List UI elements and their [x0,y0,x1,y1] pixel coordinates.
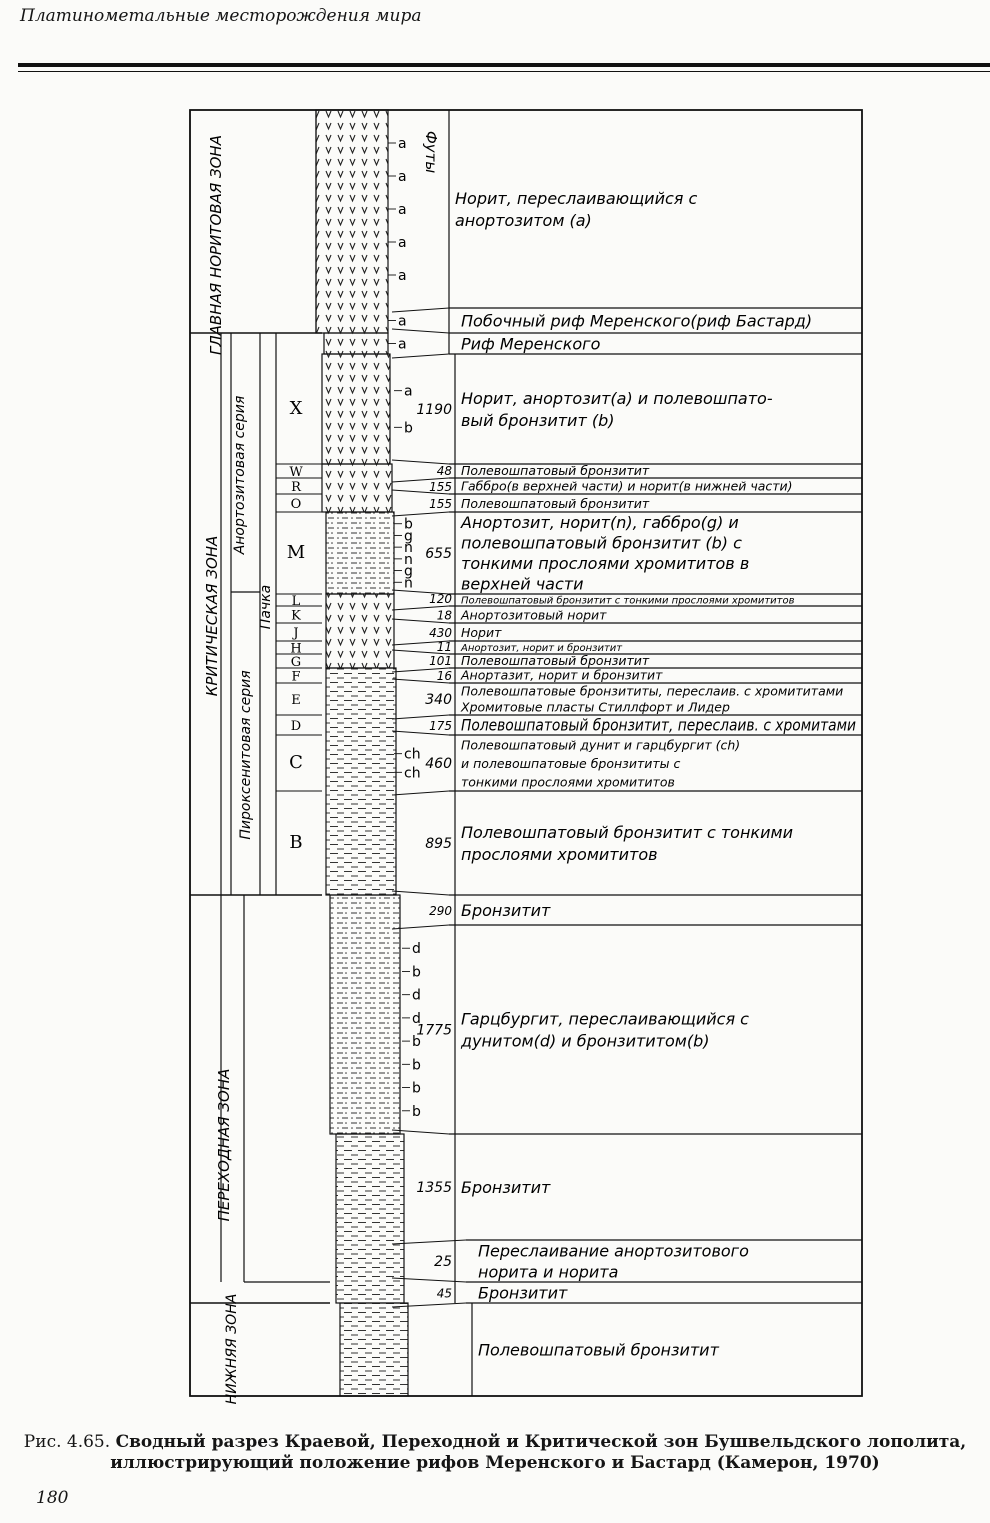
zone-label-transition: ПЕРЕХОДНАЯ ЗОНА [215,1068,233,1222]
lithology-mark: a [398,235,407,251]
layer-thickness: 290 [429,904,452,918]
layer-description: вый бронзитит (b) [461,411,615,431]
layer-description: Полевошпатовый дунит и гарцбургит (ch) [461,737,741,753]
lithology-strip [340,1303,408,1396]
layer-description: дунитом(d) и бронзититом(b) [461,1031,710,1051]
unit-letter: J [293,626,299,641]
layer-thickness: 25 [434,1254,452,1270]
layer-description: Бронзитит [461,1178,551,1198]
layer-description: полевошпатовый бронзитит (b) с [461,533,742,553]
layer-thickness: 18 [436,608,452,623]
unit-letter: K [291,608,301,624]
lithology-mark: g [404,563,413,580]
lithology-mark: b [412,1080,421,1097]
lithology-strip [326,668,396,895]
series-label-anorthosite: Анортозитовая серия [232,395,248,555]
layer-description: Переслаивание анортозитового [478,1241,749,1261]
lithology-mark: d [412,987,421,1004]
layer-description: Полевошпатовый бронзитит с тонкими прослоями хромититов [461,595,795,607]
layer-description: Норит, переслаивающийся с [455,189,698,209]
layer-description: анортозитом (a) [455,211,592,231]
lithology-mark: a [398,268,407,284]
layer-description: Анортазит, норит и бронзитит [461,667,663,683]
layer-thickness: 45 [436,1286,452,1301]
layer-thickness: 340 [425,692,452,708]
unit-letter: M [286,542,306,563]
layer-description: верхней части [461,574,584,594]
layer-description: Норит [461,625,502,641]
lithology-strip [322,464,392,512]
layer-description: Гарцбургит, переслаивающийся с [461,1009,749,1029]
layer-description: Бронзитит [478,1283,568,1303]
zone-label-critical: КРИТИЧЕСКАЯ ЗОНА [203,535,221,697]
lithology-mark: a [398,169,407,185]
caption-text: Сводный разрез Краевой, Переходной и Критической зон Бушвельдского лополита, иллюстрирующий положение рифов Меренского и Бастард (Камерон, 1970) [110,1432,967,1473]
layer-description: Хромитовые пласты Стиллфорт и Лидер [461,699,730,715]
lithology-strip [336,1134,404,1303]
caption-label: Рис. 4.65. [23,1432,116,1452]
unit-letter: L [291,594,301,609]
lithology-strip [316,110,388,333]
layer-thickness: 1190 [416,402,452,418]
lithology-strip [330,895,400,1134]
lithology-mark: a [404,383,413,400]
layer-thickness: 16 [436,669,452,683]
lithology-mark: n [404,575,413,592]
lithology-mark: b [412,1034,421,1051]
lithology-mark: b [412,1057,421,1074]
layer-thickness: 895 [425,836,452,852]
figure-caption [0,1432,990,1474]
lithology-mark: a [398,202,407,218]
layer-description: Норит, анортозит(a) и полевошпато- [461,389,773,409]
pack-label: Пачка [258,584,274,630]
lithology-mark: d [412,941,421,958]
layer-thickness: 155 [429,497,452,511]
layer-description: Полевошпатовый бронзитит с тонкими [461,823,793,843]
lithology-strip [324,333,388,354]
lithology-strip [326,594,394,668]
layer-description: Полевошпатовый бронзитит, переслаив. с хромитами [461,715,856,735]
layer-thickness: 430 [429,626,452,640]
lithology-mark: ch [404,765,421,782]
lithology-strip [326,512,394,594]
layer-description: Анортозит, норит(n), габбро(g) и [461,512,739,532]
layer-thickness: 460 [425,756,452,772]
layer-description: Бронзитит [461,901,551,921]
layer-thickness: 120 [429,592,452,606]
page-number: 180 [36,1488,69,1508]
unit-letter: B [289,832,303,853]
unit-letter: O [290,497,302,512]
layer-thickness: 101 [429,654,452,668]
layer-description: Полевошпатовый бронзитит [461,652,650,668]
layer-thickness: 1775 [416,1022,452,1039]
layer-description: Побочный риф Меренского(риф Бастард) [461,311,813,331]
layer-description: Полевошпатовый бронзитит [461,462,650,478]
unit-letter: E [291,693,301,708]
layer-description: тонкими прослоями хромититов в [461,553,750,573]
layer-description: Габбро(в верхней части) и норит(в нижней части) [461,478,793,494]
layer-thickness: 48 [436,464,452,478]
layer-description: тонкими прослоями хромититов [461,774,675,790]
running-head: Платинометальные месторождения мира [20,6,422,26]
lithology-mark: a [398,313,407,330]
unit-letter: H [290,641,302,657]
layer-description: прослоями хромититов [461,845,658,865]
unit-letter: F [291,669,301,685]
unit-letter: R [291,480,301,495]
lithology-mark: ch [404,746,421,763]
unit-letter: C [289,752,303,773]
zone-label-main-norite: ГЛАВНАЯ НОРИТОВАЯ ЗОНА [207,135,225,355]
lithology-mark: n [404,551,413,568]
layer-description: норита и норита [478,1262,619,1282]
unit-letter: G [290,655,302,670]
unit-letter: W [289,465,303,480]
lithology-mark: n [404,540,413,557]
lithology-mark: a [398,336,407,353]
lithology-mark: b [412,964,421,981]
layer-description: Риф Меренского [461,334,601,354]
layer-description: Полевошпатовый бронзитит [461,496,650,512]
lithology-mark: b [404,516,413,533]
layer-description: Анортозитовый норит [461,607,607,623]
layer-description: Полевошпатовые бронзититы, переслаив. с хромититами [461,683,844,699]
layer-thickness: 155 [429,480,452,494]
lithology-column [316,110,408,1396]
lithology-mark: a [398,136,407,152]
layer-thickness: 1355 [416,1180,452,1196]
lithology-mark: b [412,1103,421,1120]
unit-letter: X [289,398,303,419]
lithology-strip [322,354,390,464]
lithology-mark: g [404,528,413,545]
layer-description: Анортозит, норит и бронзитит [461,643,623,655]
layer-thickness: 175 [429,719,452,733]
layer-thickness: 655 [425,546,452,562]
lithology-mark: d [412,1010,421,1027]
unit-letter: D [290,719,302,734]
units-label: Футы [422,130,440,174]
layer-description: Полевошпатовый бронзитит [478,1340,719,1360]
series-label-pyroxenite: Пироксенитовая серия [238,670,254,840]
zone-label-lower: НИЖНЯЯ ЗОНА [224,1293,240,1405]
layer-thickness: 11 [436,640,452,654]
layer-description: и полевошпатовые бронзититы с [461,756,681,772]
lithology-mark: b [404,420,413,437]
